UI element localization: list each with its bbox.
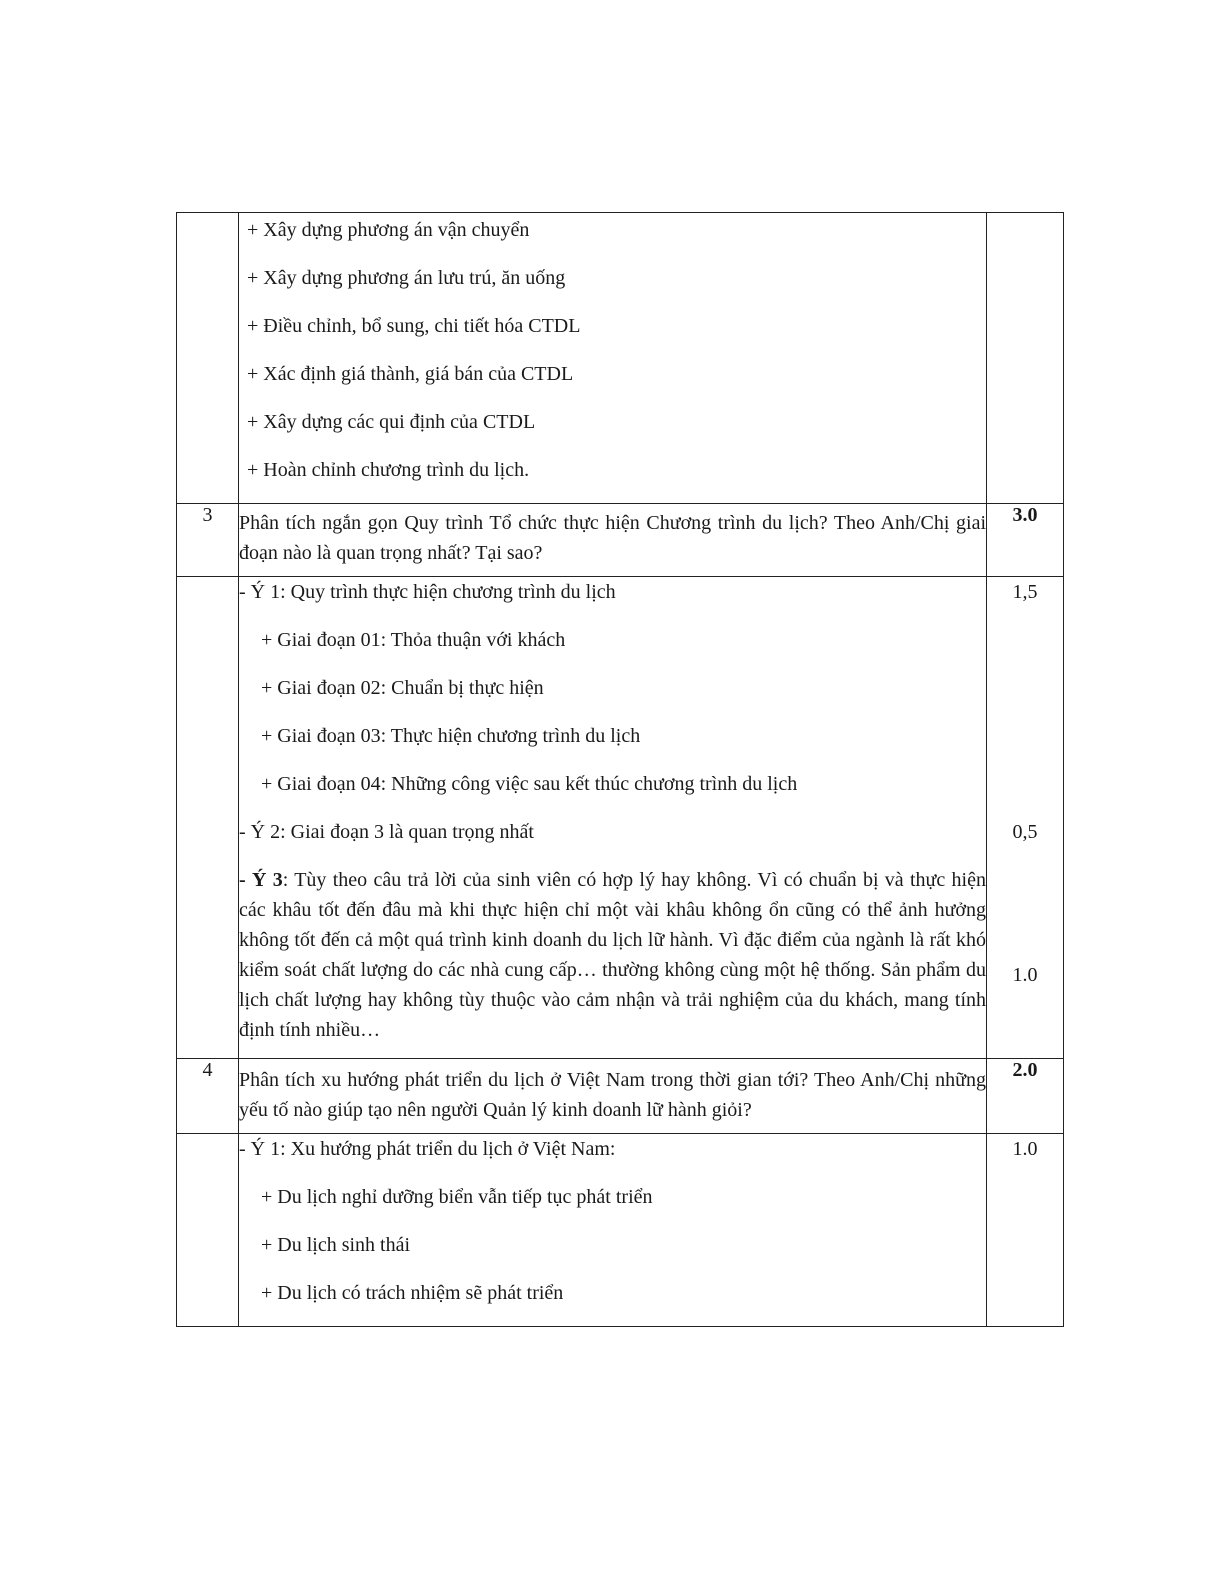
number-cell — [177, 577, 239, 1059]
content-cell — [239, 1134, 987, 1327]
question-cell — [239, 1059, 987, 1134]
number-cell — [177, 1134, 239, 1327]
list-item: + Du lịch sinh thái — [261, 1234, 411, 1256]
question-cell — [239, 504, 987, 577]
idea-2: - Ý 2: Giai đoạn 3 là quan trọng nhất — [239, 821, 534, 843]
idea-3-text: : Tùy theo câu trả lời của sinh viên có hợp lý hay không. Vì có chuẩn bị và thực hiện các khâu tốt đến đâu mà khi thực hiện chỉ một vài khâu không ổn cũng có thể ảnh hưởng không tốt đến cả một quá trình kinh doanh du lịch lữ hành. Vì đặc điểm của ngành là rất khó kiểm soát chất lượng do các nhà cung cấp… thường không cùng một hệ thống. Sản phẩm du lịch chất lượng hay không tùy thuộc vào cảm nhận và trải nghiệm của du khách, mang tính định tính nhiều… — [239, 869, 986, 1041]
list-item: + Du lịch nghỉ dưỡng biển vẫn tiếp tục phát triển — [261, 1186, 653, 1208]
table-row — [177, 504, 1064, 577]
idea-3 — [239, 865, 986, 1045]
number-cell — [177, 213, 239, 504]
idea-2-score: 0,5 — [1012, 821, 1038, 843]
question-score: 2.0 — [987, 1059, 1064, 1134]
content-cell — [239, 577, 987, 1059]
question-text: Phân tích ngắn gọn Quy trình Tổ chức thực hiện Chương trình du lịch? Theo Anh/Chị giai đoạn nào là quan trọng nhất? Tại sao? — [239, 512, 986, 564]
idea-3-score: 1.0 — [1012, 964, 1038, 986]
table-row — [177, 1134, 1064, 1327]
list-item: + Xây dựng phương án vận chuyển — [247, 219, 530, 241]
table-row — [177, 213, 1064, 504]
idea-3-label: - Ý 3 — [239, 869, 283, 891]
list-item: + Giai đoạn 01: Thỏa thuận với khách — [261, 629, 566, 651]
table-row — [177, 577, 1064, 1059]
score-cell — [987, 213, 1064, 504]
answer-key-table — [176, 212, 1064, 1327]
idea-1-score: 1,5 — [1012, 581, 1038, 603]
score-cell — [987, 577, 1064, 1059]
idea-1: - Ý 1: Xu hướng phát triển du lịch ở Việt Nam: — [239, 1138, 616, 1160]
list-item: + Xác định giá thành, giá bán của CTDL — [247, 363, 574, 385]
question-text: Phân tích xu hướng phát triển du lịch ở Việt Nam trong thời gian tới? Theo Anh/Chị những yếu tố nào giúp tạo nên người Quản lý kinh doanh lữ hành giỏi? — [239, 1069, 986, 1121]
list-item: + Điều chỉnh, bổ sung, chi tiết hóa CTDL — [247, 315, 581, 337]
list-item: + Hoàn chỉnh chương trình du lịch. — [247, 459, 530, 481]
list-item: + Du lịch có trách nhiệm sẽ phát triển — [261, 1282, 564, 1304]
content-cell — [239, 213, 987, 504]
question-number: 4 — [177, 1059, 239, 1134]
idea-1-score: 1.0 — [987, 1134, 1064, 1327]
list-item: + Giai đoạn 02: Chuẩn bị thực hiện — [261, 677, 544, 699]
list-item: + Giai đoạn 04: Những công việc sau kết thúc chương trình du lịch — [261, 773, 798, 795]
list-item: + Giai đoạn 03: Thực hiện chương trình du lịch — [261, 725, 641, 747]
table-row — [177, 1059, 1064, 1134]
list-item: + Xây dựng các qui định của CTDL — [247, 411, 536, 433]
question-score: 3.0 — [987, 504, 1064, 577]
list-item: + Xây dựng phương án lưu trú, ăn uống — [247, 267, 566, 289]
idea-1: - Ý 1: Quy trình thực hiện chương trình du lịch — [239, 581, 616, 603]
question-number: 3 — [177, 504, 239, 577]
